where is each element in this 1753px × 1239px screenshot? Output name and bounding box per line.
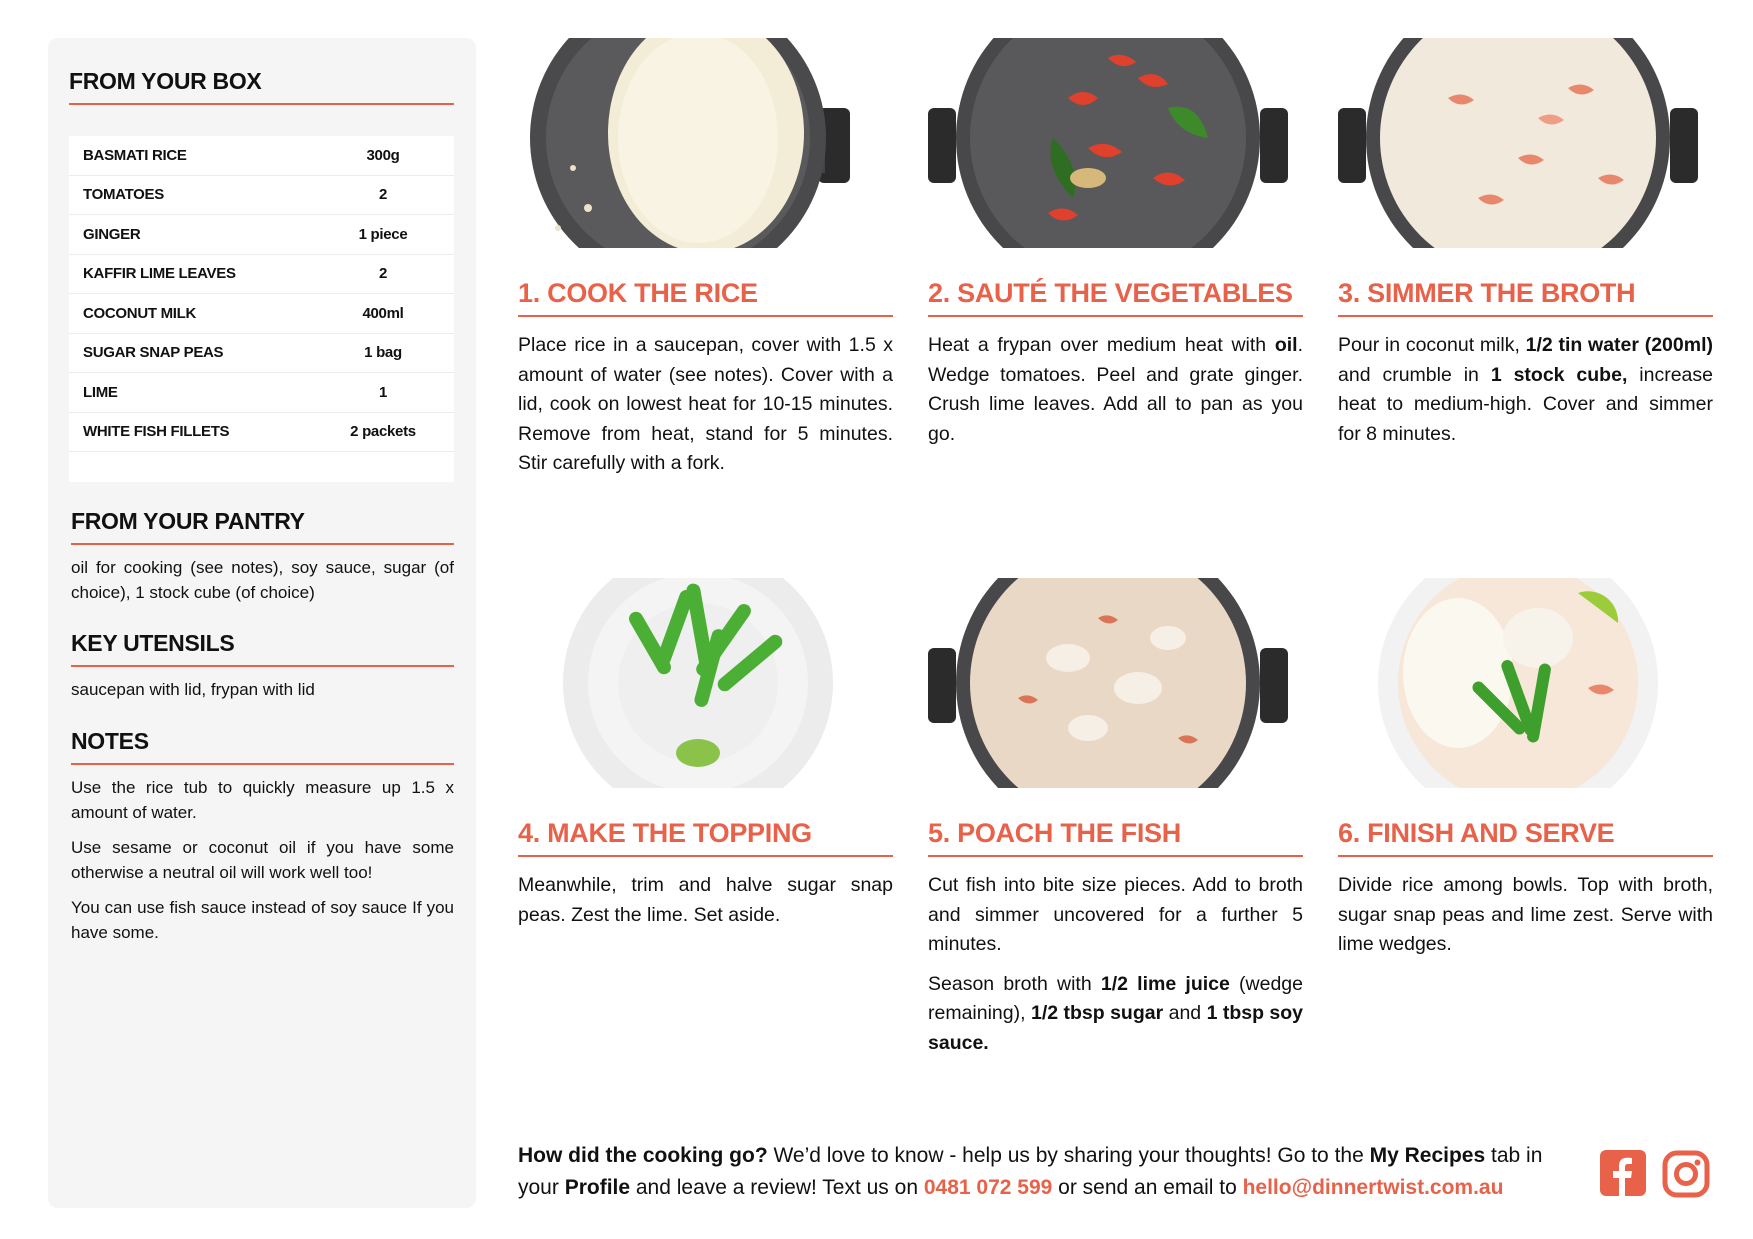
utensils-section: [71, 630, 454, 702]
step-text: [928, 331, 1303, 449]
text-run: increase heat to medium-high. Cover and simmer for 8 minutes.: [1338, 363, 1713, 445]
from-box-title: FROM YOUR BOX: [69, 68, 454, 105]
ingredient-qty: 2: [378, 265, 388, 283]
text-run: . Wedge tomatoes. Peel and grate ginger. Crush lime leaves. Add all to pan as you go.: [928, 334, 1303, 445]
step-text: [518, 871, 893, 930]
fish-in-broth-photo: [928, 578, 1288, 788]
footer-text: We’d love to know - help us by sharing your thoughts! Go to the: [767, 1144, 1370, 1167]
ingredient-name: TOMATOES: [83, 186, 164, 204]
step-text: [1338, 331, 1713, 449]
note-item: You can use fish sauce instead of soy sauce If you have some.: [71, 898, 454, 942]
ingredient-qty: 400ml: [362, 304, 404, 322]
ingredient-qty: 1: [378, 383, 388, 401]
ingredient-qty: 1 piece: [358, 225, 408, 243]
step-title: 3. SIMMER THE BROTH: [1338, 278, 1713, 317]
step-title: 1. COOK THE RICE: [518, 278, 893, 317]
step-2: [928, 278, 1303, 459]
phone-link[interactable]: 0481 072 599: [923, 1176, 1053, 1199]
note-item: Use sesame or coconut oil if you have some otherwise a neutral oil will work well too!: [71, 838, 454, 882]
table-row: [69, 215, 454, 255]
table-row: [69, 136, 454, 176]
pantry-text: oil for cooking (see notes), soy sauce, sugar (of choice), 1 stock cube (of choice): [71, 558, 454, 602]
sidebar-panel: [48, 38, 476, 1208]
facebook-icon[interactable]: [1600, 1150, 1648, 1198]
step-title: 4. MAKE THE TOPPING: [518, 818, 893, 857]
pantry-title: FROM YOUR PANTRY: [71, 508, 454, 545]
text-run: Season broth with: [928, 972, 1101, 995]
step-text: [518, 331, 893, 479]
table-row: [69, 373, 454, 413]
step-paragraph: [1338, 331, 1713, 449]
step-paragraph: [928, 970, 1303, 1059]
table-row: [69, 413, 454, 453]
tomatoes-in-pan-photo: [928, 38, 1288, 248]
step-paragraph: Meanwhile, trim and halve sugar snap peas. Zest the lime. Set aside.: [518, 874, 893, 926]
ingredient-qty: 2 packets: [350, 423, 416, 441]
step-title: 5. POACH THE FISH: [928, 818, 1303, 857]
note-item: Use the rice tub to quickly measure up 1.5 x amount of water.: [71, 778, 454, 822]
ingredient-name: COCONUT MILK: [83, 304, 197, 322]
pantry-section: [71, 508, 454, 605]
ingredient-name: BASMATI RICE: [83, 146, 187, 164]
step-4: [518, 818, 893, 940]
step-paragraph: [928, 331, 1303, 449]
rice-in-pot-photo: [518, 38, 878, 248]
coconut-broth-photo: [1338, 38, 1698, 248]
bold-run: oil: [1274, 334, 1298, 356]
bold-run: 1/2 lime juice: [1100, 972, 1230, 995]
step-title: 2. SAUTÉ THE VEGETABLES: [928, 278, 1303, 317]
bold-run: 1 stock cube,: [1490, 363, 1628, 386]
footer-text: tab in your: [518, 1144, 1543, 1199]
ingredient-qty: 2: [378, 186, 388, 204]
ingredient-name: GINGER: [83, 225, 141, 243]
my-recipes-label: My Recipes: [1369, 1144, 1486, 1167]
utensils-text: saucepan with lid, frypan with lid: [71, 680, 315, 699]
email-link[interactable]: hello@dinnertwist.com.au: [1242, 1176, 1504, 1199]
bold-run: 1/2 tbsp sugar: [1030, 1002, 1164, 1024]
ingredient-name: LIME: [83, 383, 118, 401]
snap-peas-plate-photo: [518, 578, 878, 788]
table-row: [69, 294, 454, 334]
step-6: [1338, 818, 1713, 970]
step-5: [928, 818, 1303, 1068]
footer-text: or send an email to: [1052, 1176, 1243, 1199]
ingredient-name: SUGAR SNAP PEAS: [83, 344, 224, 362]
step-text: [928, 871, 1303, 1058]
text-run: (wedge remaining),: [928, 972, 1304, 1024]
text-run: and: [1163, 1002, 1207, 1024]
footer-question: How did the cooking go?: [518, 1144, 768, 1167]
feedback-footer: [518, 1140, 1588, 1204]
notes-section: [71, 728, 454, 945]
ingredient-qty: 1 bag: [364, 344, 402, 362]
table-row: [69, 176, 454, 216]
profile-label: Profile: [564, 1176, 631, 1199]
ingredient-name: KAFFIR LIME LEAVES: [83, 265, 236, 283]
bold-run: 1 tbsp soy sauce.: [928, 1002, 1304, 1054]
step-text: [1338, 871, 1713, 960]
step-1: [518, 278, 893, 489]
step-paragraph: Place rice in a saucepan, cover with 1.5 x amount of water (see notes). Cover with a lid, cook on lowest heat for 10-15 minutes. Remove from heat, stand for 5 minutes. Stir carefully with a fork.: [518, 334, 893, 474]
step-paragraph: Cut fish into bite size pieces. Add to broth and simmer uncovered for a further 5 minutes.: [928, 874, 1303, 955]
text-run: Heat a frypan over medium heat with: [928, 334, 1275, 356]
instagram-icon[interactable]: [1662, 1150, 1710, 1198]
served-bowl-photo: [1338, 578, 1698, 788]
step-title: 6. FINISH AND SERVE: [1338, 818, 1713, 857]
step-3: [1338, 278, 1713, 459]
footer-text: and leave a review! Text us on: [630, 1176, 924, 1199]
notes-title: NOTES: [71, 728, 454, 765]
ingredient-qty: 300g: [366, 146, 400, 164]
ingredient-name: WHITE FISH FILLETS: [83, 423, 230, 441]
bold-run: 1/2 tin water (200ml): [1525, 334, 1713, 356]
table-row: [69, 334, 454, 374]
text-run: and crumble in: [1338, 363, 1491, 386]
table-row: [69, 255, 454, 295]
text-run: Pour in coconut milk,: [1338, 334, 1526, 356]
ingredients-table: [69, 136, 454, 482]
step-paragraph: Divide rice among bowls. Top with broth, sugar snap peas and lime zest. Serve with lime wedges.: [1338, 874, 1713, 955]
utensils-title: KEY UTENSILS: [71, 630, 454, 667]
